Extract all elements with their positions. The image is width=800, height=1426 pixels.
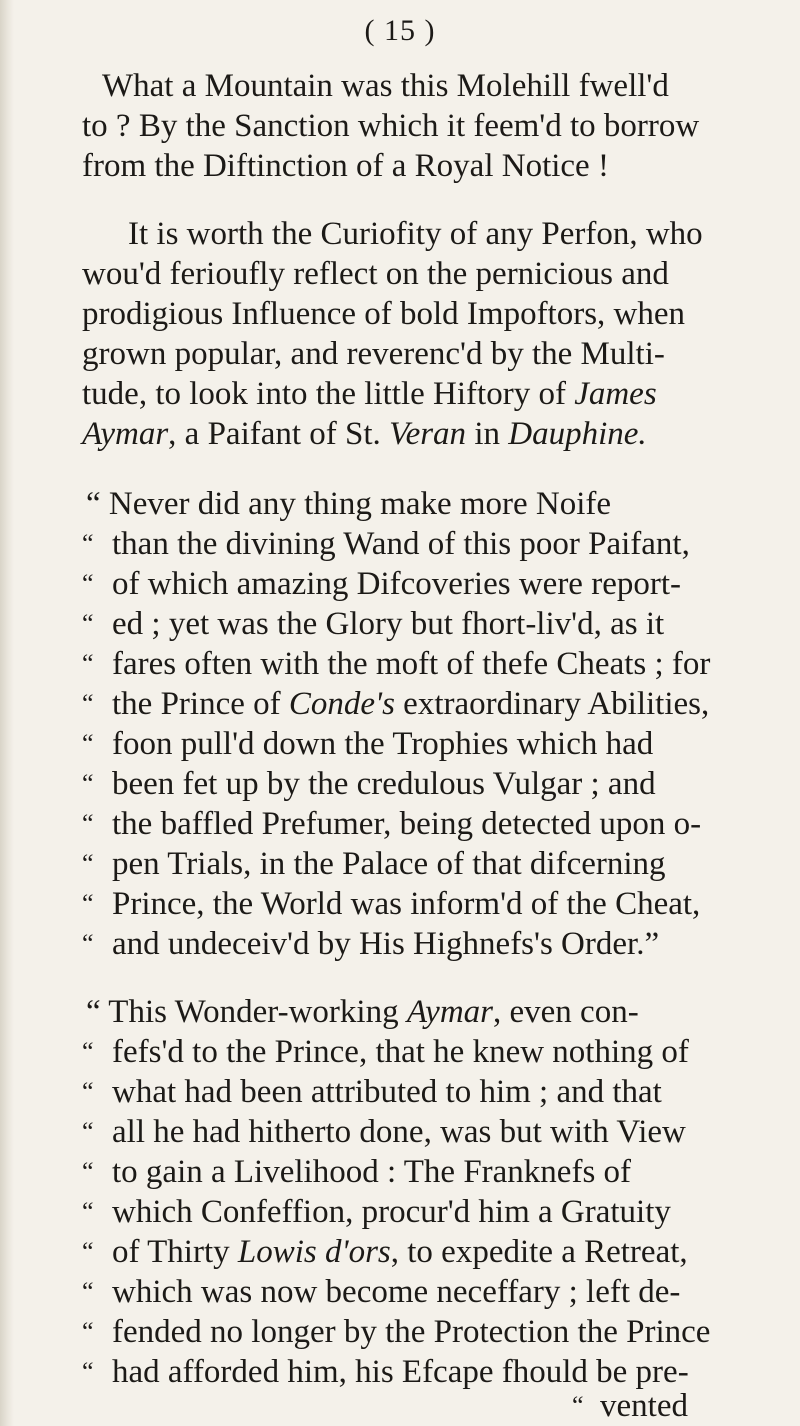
currency-lowis-dors: Lowis d'ors bbox=[237, 1234, 391, 1270]
text-line: Prince, the World was inform'd of the Cheat, bbox=[112, 886, 701, 922]
quote-mark: “ bbox=[82, 1277, 94, 1306]
text-segment: , even con- bbox=[493, 994, 639, 1030]
text-segment: the Prince of bbox=[112, 686, 281, 722]
text-line: ed ; yet was the Glory but fhort-liv'd, as it bbox=[112, 606, 665, 642]
text-line: what had been attributed to him ; and that bbox=[112, 1074, 662, 1110]
text-line: fares often with the moft of thefe Cheats ; for bbox=[112, 646, 711, 682]
quote-mark: “ bbox=[82, 729, 94, 758]
quote-mark: “ bbox=[82, 529, 94, 558]
text-line: fended no longer by the Protection the Prince bbox=[112, 1314, 711, 1350]
quote-mark: “ bbox=[82, 1317, 94, 1346]
text-line: fefs'd to the Prince, that he knew nothing of bbox=[112, 1034, 689, 1070]
quote-mark: “ bbox=[82, 569, 94, 598]
text-line bbox=[112, 1232, 688, 1272]
text-line: “ Never did any thing make more Noife bbox=[86, 486, 612, 522]
text-line bbox=[82, 374, 657, 414]
text-segment: extraordinary Abilities, bbox=[403, 686, 710, 722]
place-veran: Veran bbox=[389, 416, 467, 452]
text-line: the baffled Prefumer, being detected upon o- bbox=[112, 806, 702, 842]
text-line: grown popular, and reverenc'd by the Multi- bbox=[82, 336, 665, 372]
text-line: had afforded him, his Efcape fhould be pre- bbox=[112, 1354, 689, 1390]
text-line: to ? By the Sanction which it feem'd to borrow bbox=[82, 108, 700, 144]
text-line bbox=[112, 684, 709, 724]
text-line: all he had hitherto done, was but with View bbox=[112, 1114, 686, 1150]
quote-mark: “ bbox=[82, 1357, 94, 1386]
page-number: ( 15 ) bbox=[364, 14, 436, 47]
text-segment: of Thirty bbox=[112, 1234, 230, 1270]
quote-mark: “ bbox=[82, 1197, 94, 1226]
text-line: than the divining Wand of this poor Paifant, bbox=[112, 526, 690, 562]
quote-mark: “ bbox=[82, 649, 94, 678]
text-line: and undeceiv'd by His Highnefs's Order.” bbox=[112, 926, 660, 962]
text-line: to gain a Livelihood : The Franknefs of bbox=[112, 1154, 632, 1190]
quote-mark: “ bbox=[82, 1157, 94, 1186]
text-line bbox=[82, 414, 647, 454]
text-line: pen Trials, in the Palace of that difcerning bbox=[112, 846, 666, 882]
text-line: It is worth the Curiofity of any Perfon, who bbox=[128, 216, 703, 252]
name-james: James bbox=[574, 376, 657, 412]
quote-mark: “ bbox=[82, 1077, 94, 1106]
text-segment: , to expedite a Retreat, bbox=[390, 1234, 688, 1270]
text-line: from the Diftinction of a Royal Notice ! bbox=[82, 148, 609, 184]
name-conde: Conde's bbox=[288, 686, 395, 722]
place-dauphine: Dauphine. bbox=[508, 416, 647, 452]
text-line: been fet up by the credulous Vulgar ; and bbox=[112, 766, 656, 802]
text-segment: in bbox=[474, 416, 500, 452]
quote-mark: “ bbox=[82, 1117, 94, 1146]
text-segment: tude, to look into the little Hiftory of bbox=[82, 376, 566, 412]
name-aymar: Aymar bbox=[406, 994, 494, 1030]
catchword: vented bbox=[600, 1388, 688, 1424]
quote-mark: “ bbox=[82, 1237, 94, 1266]
name-aymar: Aymar bbox=[82, 416, 169, 452]
page-gutter-shadow bbox=[0, 0, 14, 1426]
quote-mark: “ bbox=[82, 849, 94, 878]
text-segment: “ This Wonder-working bbox=[86, 994, 399, 1030]
text-segment: , a Paifant of St. bbox=[168, 416, 381, 452]
text-line: foon pull'd down the Trophies which had bbox=[112, 726, 654, 762]
quote-mark: “ bbox=[82, 889, 94, 918]
text-line: which was now become neceffary ; left de- bbox=[112, 1274, 681, 1310]
quote-mark: “ bbox=[82, 689, 94, 718]
quote-mark: “ bbox=[82, 809, 94, 838]
text-line: prodigious Influence of bold Impoftors, when bbox=[82, 296, 686, 332]
text-line: of which amazing Difcoveries were report- bbox=[112, 566, 681, 602]
text-line: which Confeffion, procur'd him a Gratuity bbox=[112, 1194, 671, 1230]
quote-mark: “ bbox=[82, 1037, 94, 1066]
text-line bbox=[86, 992, 639, 1032]
quote-mark: “ bbox=[572, 1391, 584, 1420]
text-line: wou'd ferioufly reflect on the pernicious and bbox=[82, 256, 669, 292]
quote-mark: “ bbox=[82, 609, 94, 638]
quote-mark: “ bbox=[82, 929, 94, 958]
quote-mark: “ bbox=[82, 769, 94, 798]
text-line: What a Mountain was this Molehill fwell'd bbox=[102, 68, 669, 104]
